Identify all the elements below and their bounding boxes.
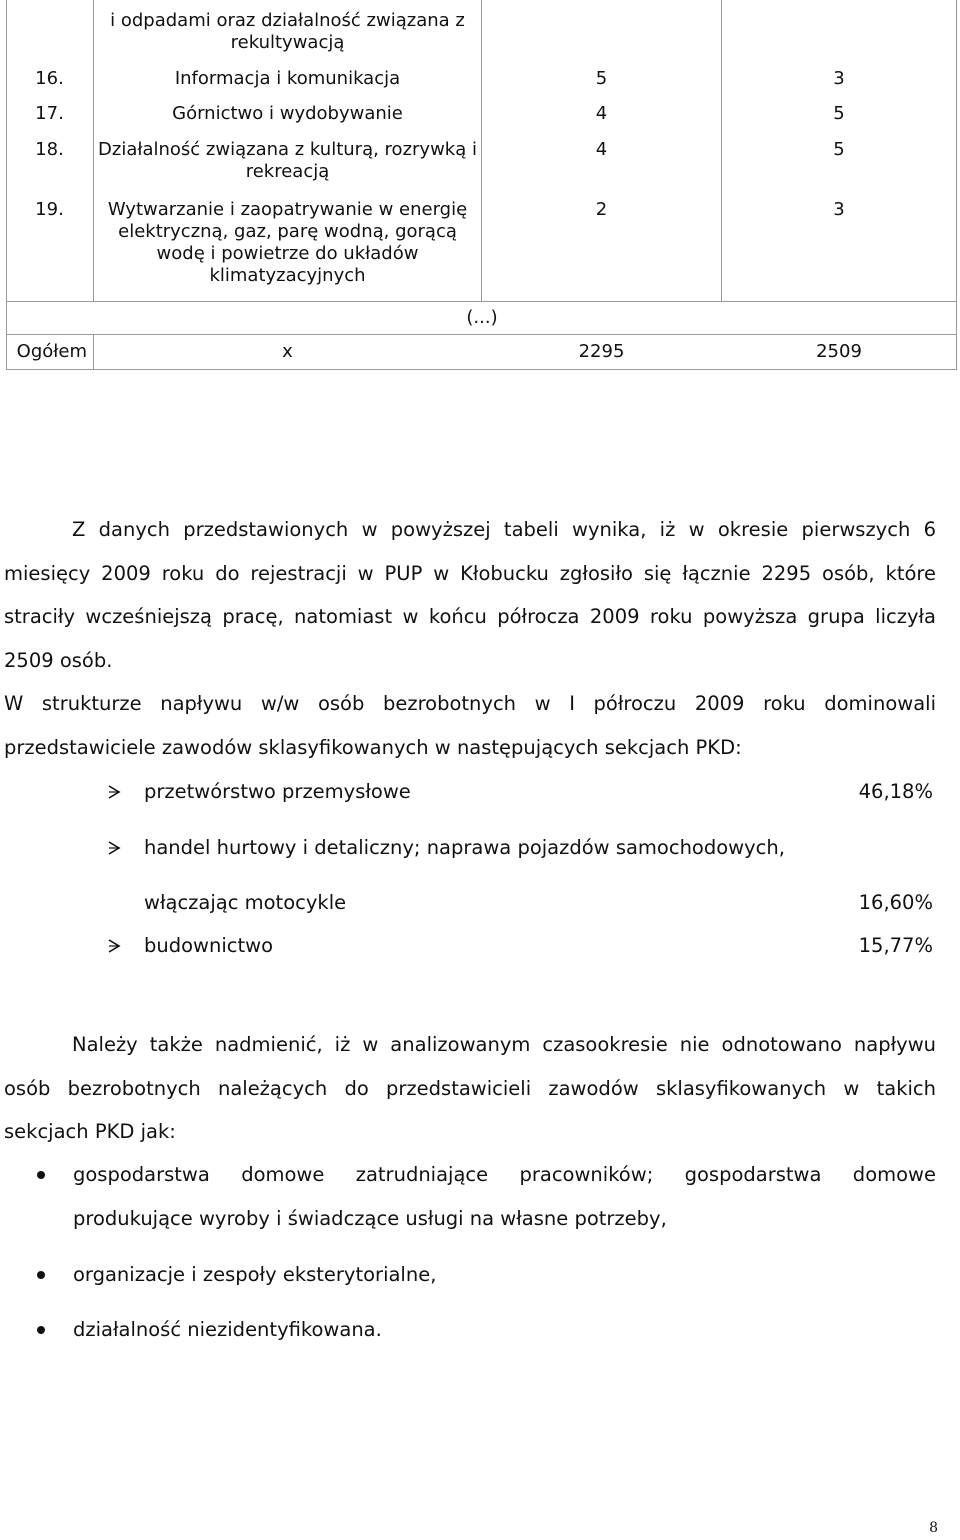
list-item-label: gospodarstwa domowe zatrudniające pracowników; gospodarstwa domowe (73, 1163, 936, 1186)
table-border-bottom (6, 369, 957, 370)
table-cell-value: 2 (595, 199, 608, 220)
table-cell-name: i odpadami oraz działalność związana z rekultywacją (110, 10, 465, 53)
table-cell-num: 17. (35, 103, 64, 124)
table-total-value: 2509 (816, 341, 862, 362)
page-number: 8 (929, 1520, 938, 1536)
table-border-left (6, 0, 7, 370)
list-item-label-cont: włączając motocykle (144, 891, 347, 914)
table-cell-name: Działalność związana z kulturą, rozrywką i rekreacją (98, 139, 477, 182)
table-divider (6, 334, 957, 335)
table-cell-name: Górnictwo i wydobywanie (172, 103, 403, 124)
table-cell-num: 19. (35, 199, 64, 220)
list-item-label: przetwórstwo przemysłowe (144, 780, 411, 803)
list-item-label: organizacje i zespoły eksterytorialne, (73, 1263, 437, 1286)
table-cell-value: 4 (595, 103, 608, 124)
table-cell-num: 16. (35, 68, 64, 89)
table-cell-value: 3 (833, 68, 845, 89)
table-border-right (956, 0, 957, 370)
table-cell-value: 5 (833, 139, 845, 160)
list-item-label-cont: produkujące wyroby i świadczące usługi na własne potrzeby, (73, 1207, 667, 1230)
table-cell-name: Informacja i komunikacja (174, 68, 401, 89)
paragraph: Należy także nadmienić, iż w analizowanym czasookresie nie odnotowano napływu osób bezrobotnych należących do przedstawicieli zawodów sklasyfikowanych w takich sekcjach PKD jak: (4, 1033, 936, 1143)
list-item-value: 46,18% (858, 780, 933, 803)
bullet-dot-icon (37, 1271, 45, 1279)
arrow-bullet-icon (106, 938, 122, 954)
arrow-bullet-icon (106, 840, 122, 856)
table-total-value: 2295 (578, 341, 625, 362)
table-divider (6, 301, 957, 302)
list-item-label: działalność niezidentyfikowana. (73, 1318, 382, 1341)
table-total-label: Ogółem (16, 341, 87, 362)
list-item-label: handel hurtowy i detaliczny; naprawa pojazdów samochodowych, (144, 836, 785, 859)
arrow-bullet-icon (106, 784, 122, 800)
paragraph: W strukturze napływu w/w osób bezrobotnych w I półroczu 2009 roku dominowali przedstawiciele zawodów sklasyfikowanych w następujących sekcjach PKD: (4, 692, 936, 759)
table-cell-value: 4 (595, 139, 608, 160)
list-item-value: 16,60% (858, 891, 933, 914)
table-cell-num: 18. (35, 139, 64, 160)
table-cell-value: 5 (595, 68, 608, 89)
bullet-dot-icon (37, 1326, 45, 1334)
list-item-label: budownictwo (144, 934, 274, 957)
table-cell-value: 3 (833, 199, 845, 220)
list-item-value: 15,77% (858, 934, 933, 957)
pkd-table (6, 0, 957, 370)
bullet-dot-icon (37, 1171, 45, 1179)
table-cell-name: Wytwarzanie i zaopatrywanie w energię elektryczną, gaz, parę wodną, gorącą wodę i powietrze do układów klimatyzacyjnych (107, 199, 468, 286)
table-ellipsis: (...) (466, 307, 498, 328)
paragraph: Z danych przedstawionych w powyższej tabeli wynika, iż w okresie pierwszych 6 miesięcy 2009 roku do rejestracji w PUP w Kłobucku zgłosiło się łącznie 2295 osób, które straciły wcześniejszą pracę, natomiast w końcu półrocza 2009 roku powyższa grupa liczyła 2509 osób. (4, 518, 936, 672)
table-total-x: x (282, 341, 293, 362)
table-cell-value: 5 (833, 103, 845, 124)
